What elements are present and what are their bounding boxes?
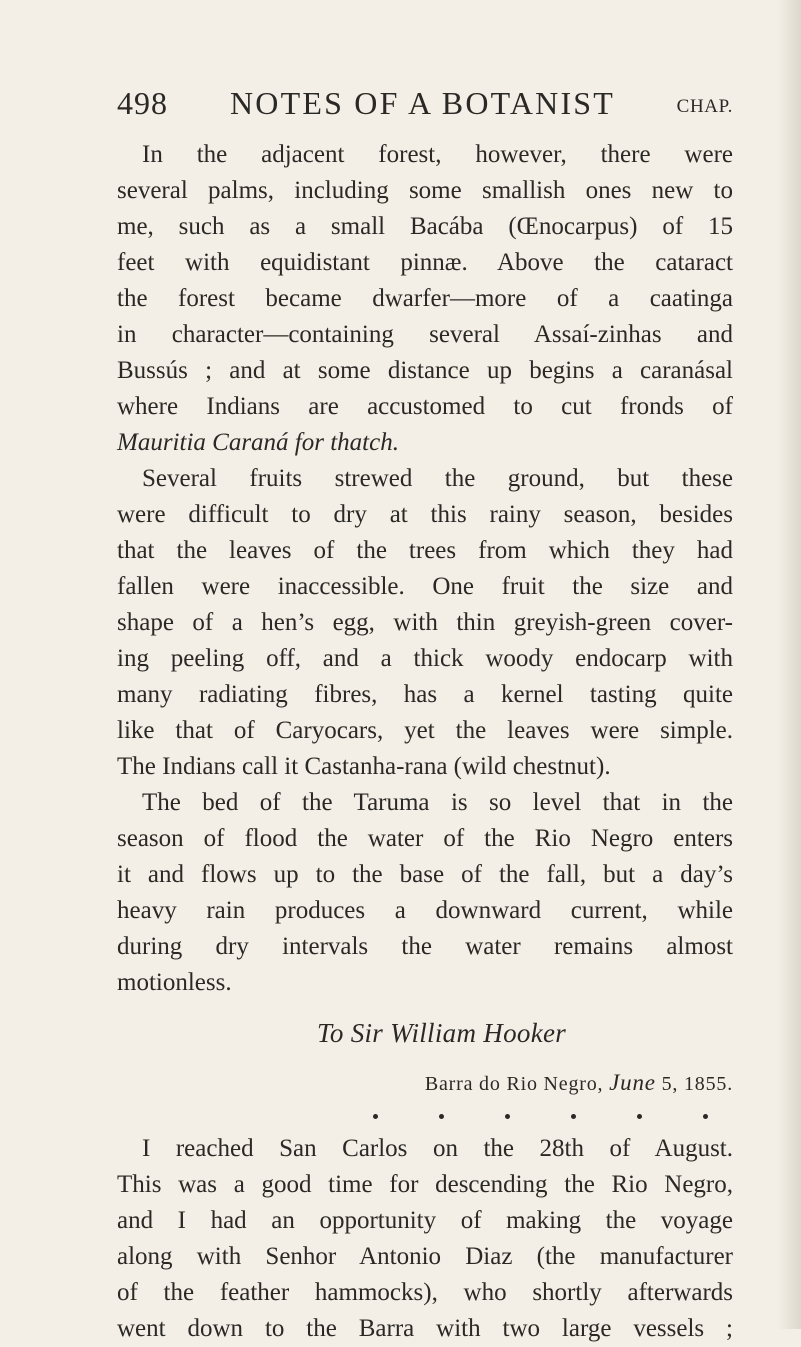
running-title: NOTES OF A BOTANIST (230, 85, 616, 121)
text-line: fallen were inaccessible. One fruit the size and (117, 573, 733, 600)
text-line: were difficult to dry at this rainy season, besides (117, 501, 733, 528)
text-line: like that of Caryocars, yet the leaves were simple. (117, 717, 733, 744)
chapter-abbreviation: CHAP. (676, 96, 733, 117)
text-line: Mauritia Caraná for thatch. (117, 429, 399, 456)
text-line: during dry intervals the water remains almost (117, 933, 733, 960)
text-line: several palms, including some smallish ones new to (117, 177, 733, 204)
text-line: Bussús ; and at some distance up begins a caranásal (117, 357, 733, 384)
text-line: I reached San Carlos on the 28th of August. (142, 1135, 733, 1162)
ellipsis-dot (373, 1114, 378, 1119)
text-line: season of flood the water of the Rio Negro enters (117, 825, 733, 852)
text-line: of the feather hammocks), who shortly afterwards (117, 1279, 733, 1306)
page-number: 498 (117, 85, 168, 121)
text-line: The Indians call it Castanha-rana (wild chestnut). (117, 753, 611, 780)
ellipsis-dot (571, 1114, 576, 1119)
letter-month: June (609, 1070, 656, 1095)
text-line: and I had an opportunity of making the voyage (117, 1207, 733, 1234)
text-line: ing peeling off, and a thick woody endocarp with (117, 645, 733, 672)
ellipsis-dot (703, 1114, 708, 1119)
text-line: heavy rain produces a downward current, while (117, 897, 733, 924)
text-line: shape of a hen’s egg, with thin greyish-green cover- (117, 609, 733, 636)
text-line: Several fruits strewed the ground, but these (142, 465, 733, 492)
paragraph-adjacent-forest (117, 137, 733, 461)
letter-heading: To Sir William Hooker (317, 1018, 567, 1048)
text-line: along with Senhor Antonio Diaz (the manufacturer (117, 1243, 733, 1270)
text-line: motionless. (117, 969, 232, 996)
text-line: where Indians are accustomed to cut fronds of (117, 393, 733, 420)
ellipsis-dots (117, 1101, 733, 1131)
letter-day-year: 5, 1855. (661, 1073, 733, 1095)
text-line: In the adjacent forest, however, there were (142, 141, 733, 168)
ellipsis-dot (505, 1114, 510, 1119)
letter-place: Barra do Rio Negro, (424, 1073, 604, 1095)
text-line: many radiating fibres, has a kernel tasting quite (117, 681, 733, 708)
text-line: feet with equidistant pinnæ. Above the cataract (117, 249, 733, 276)
text-line: The bed of the Taruma is so level that in the (142, 789, 733, 816)
text-line: it and flows up to the base of the fall, but a day’s (117, 861, 733, 888)
ellipsis-dot (637, 1114, 642, 1119)
paragraph-several-fruits (117, 461, 733, 785)
paragraph-taruma-bed (117, 785, 733, 1001)
text-line: that the leaves of the trees from which they had (117, 537, 733, 564)
running-head (117, 78, 733, 128)
text-line: me, such as a small Bacába (Œnocarpus) of 15 (117, 213, 733, 240)
text-line: went down to the Barra with two large vessels ; (117, 1315, 733, 1342)
letter-dateline (117, 1059, 733, 1101)
text-line: This was a good time for descending the Rio Negro, (117, 1171, 733, 1198)
body-text (117, 137, 733, 1347)
paragraph-san-carlos (117, 1131, 733, 1347)
ellipsis-dot (439, 1114, 444, 1119)
text-line: in character—containing several Assaí-zinhas and (117, 321, 733, 348)
text-line: the forest became dwarfer—more of a caatinga (117, 285, 733, 312)
